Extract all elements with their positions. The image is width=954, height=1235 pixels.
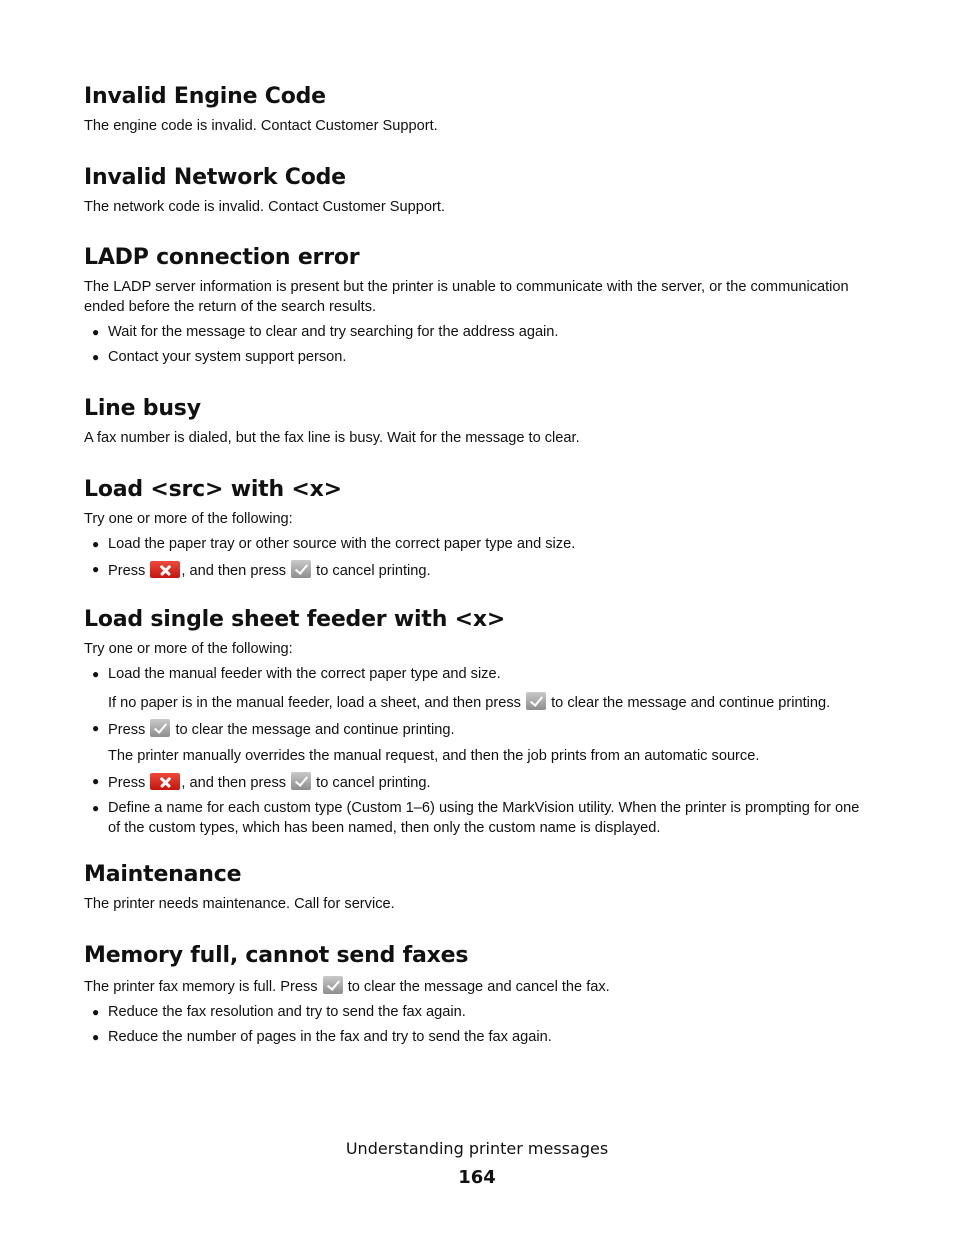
list-item: ● Reduce the number of pages in the fax and try to send the fax again.	[92, 1029, 552, 1045]
section-load-src-with-x	[84, 476, 884, 582]
section-ladp-connection-error	[84, 244, 884, 367]
footer-chapter-label: Understanding printer messages	[345, 1139, 609, 1158]
section-heading: Load single sheet feeder with <x>	[84, 607, 506, 632]
section-body: Try one or more of the following:	[84, 511, 293, 527]
bullet-list	[84, 535, 884, 582]
section-heading: Maintenance	[84, 862, 242, 887]
list-item: ● Contact your system support person.	[92, 348, 347, 365]
select-check-icon	[526, 692, 546, 710]
bullet-list	[84, 323, 884, 368]
section-body: Try one or more of the following:	[84, 641, 293, 657]
list-item: ● Load the paper tray or other source with the correct paper type and size.	[92, 536, 576, 552]
section-body: The printer needs maintenance. Call for service.	[84, 896, 395, 912]
section-invalid-engine-code	[84, 83, 884, 137]
list-item: ● Wait for the message to clear and try searching for the address again.	[92, 323, 559, 340]
section-heading: Invalid Network Code	[84, 165, 346, 190]
select-check-icon	[150, 719, 170, 737]
list-item-note: The printer manually overrides the manual request, and then the job prints from an automatic source.	[108, 748, 760, 764]
select-check-icon	[323, 976, 343, 994]
section-load-single-sheet-feeder	[84, 606, 884, 838]
section-body: A fax number is dialed, but the fax line is busy. Wait for the message to clear.	[84, 430, 580, 446]
list-item: ● Press to clear the message and continue printing. The printer manually overrides the manual request, and then the job prints from an automatic source.	[84, 719, 884, 767]
section-heading: Invalid Engine Code	[84, 84, 326, 109]
page-number: 164	[458, 1167, 496, 1188]
section-heading: Memory full, cannot send faxes	[84, 943, 469, 968]
list-item-note: If no paper is in the manual feeder, load a sheet, and then press to clear the message and continue printing.	[108, 692, 884, 714]
section-body: The network code is invalid. Contact Customer Support.	[84, 199, 445, 215]
section-heading: Line busy	[84, 396, 201, 421]
section-line-busy	[84, 395, 884, 449]
list-item: ● Press , and then press to cancel printing.	[92, 774, 431, 791]
select-check-icon	[291, 772, 311, 790]
section-memory-full	[84, 942, 884, 1048]
list-item: ● Load the manual feeder with the correct paper type and size. If no paper is in the manual feeder, load a sheet, and then press to clear the message and continue printing.	[84, 665, 884, 713]
stop-x-icon	[150, 561, 180, 578]
section-heading: Load <src> with <x>	[84, 477, 342, 502]
section-body: The LADP server information is present but the printer is unable to communicate with the server, or the communication ended before the return of the search results.	[84, 279, 849, 315]
section-body: The printer fax memory is full. Press to clear the message and cancel the fax.	[84, 976, 884, 998]
list-item: ● Press , and then press to cancel printing.	[92, 562, 431, 579]
stop-x-icon	[150, 773, 180, 790]
section-maintenance	[84, 861, 884, 915]
bullet-list	[84, 1003, 884, 1048]
list-item: ● Define a name for each custom type (Custom 1–6) using the MarkVision utility. When the printer is prompting for one of the custom types, which has been named, then only the custom name is displayed.	[92, 800, 860, 836]
select-check-icon	[291, 560, 311, 578]
section-heading: LADP connection error	[84, 245, 360, 270]
list-item: ● Reduce the fax resolution and try to send the fax again.	[92, 1004, 466, 1020]
section-body: The engine code is invalid. Contact Customer Support.	[84, 118, 438, 134]
section-invalid-network-code	[84, 164, 884, 218]
bullet-list	[84, 665, 884, 838]
